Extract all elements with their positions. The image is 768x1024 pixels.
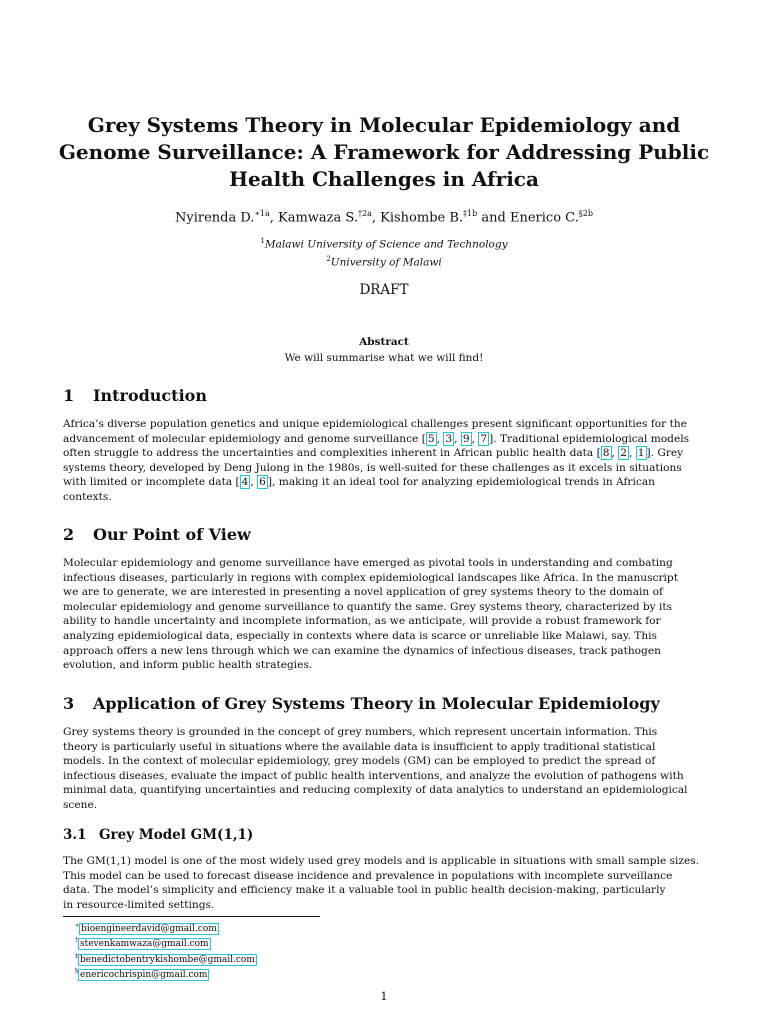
section-paragraph: [63, 556, 706, 673]
footnote-rule: [63, 916, 320, 917]
email-link[interactable]: stevenkamwaza@gmail.com: [80, 939, 209, 950]
text-line: Africa’s diverse population genetics and unique epidemiological challenges present significant opportunities for the: [63, 418, 687, 430]
text-line: Molecular epidemiology and genome surveillance have emerged as pivotal tools in understanding and combating: [63, 557, 673, 569]
section-title: Our Point of View: [93, 525, 251, 544]
text-line: infectious diseases, evaluate the impact of public health interventions, and analyze the evolution of pathogens with: [63, 769, 684, 782]
text-line: we are to generate, we are interested in presenting a novel application of grey systems theory to the domain of: [63, 586, 663, 599]
author-marker: ‡1b: [463, 209, 478, 218]
footnote: [75, 935, 257, 950]
footnote-mark: ∗: [75, 922, 80, 929]
affiliations: [40, 234, 728, 269]
email-link[interactable]: benedictobentrykishombe@gmail.com: [80, 954, 255, 965]
text-line: advancement of molecular epidemiology and genome surveillance [ 5 , 3 , 9 , 7 ]. Traditional epidemiological models: [63, 432, 690, 445]
text-line: theory is particularly useful in situations where the available data is insufficient to apply traditional statistical: [63, 740, 656, 753]
title-line: Genome Surveillance: A Framework for Addressing Public: [58, 140, 710, 164]
text-line: in resource-limited settings.: [63, 898, 215, 911]
text-line: with limited or incomplete data [ 4 , 6 ], making it an ideal tool for analyzing epidemiological trends in African: [63, 476, 655, 489]
page-number: 1: [380, 990, 388, 1003]
citation-link[interactable]: 4: [241, 476, 249, 489]
section-number: 2: [63, 525, 75, 544]
text-line: The GM(1,1) model is one of the most widely used grey models and is applicable in situations with small sample sizes.: [63, 855, 700, 867]
text-line: scene.: [63, 798, 98, 811]
section-heading-introduction: [63, 386, 207, 405]
citation-link[interactable]: 7: [480, 432, 488, 445]
author-name: Enerico C.: [509, 210, 579, 226]
section-heading-our-point-of-view: [63, 525, 251, 544]
citation-link[interactable]: 1: [637, 447, 645, 460]
subsection-title: Grey Model GM(1,1): [99, 827, 254, 843]
text-line: This model can be used to forecast disease incidence and prevalence in populations with incomplete surveillance: [63, 869, 673, 882]
text-line: Grey systems theory is grounded in the concept of grey numbers, which represent uncertain information. This: [63, 726, 658, 738]
footnote-mark: ‡: [75, 952, 78, 960]
section-title: Introduction: [93, 386, 207, 405]
author-name: Kamwaza S.: [278, 210, 358, 226]
citation-link[interactable]: 2: [620, 447, 628, 460]
section-number: 3: [63, 694, 75, 713]
author-marker: §2b: [578, 209, 593, 218]
section-heading-application: [63, 694, 660, 713]
section-paragraph: [63, 417, 706, 505]
text-line: evolution, and inform public health strategies.: [63, 659, 313, 672]
text-line: models. In the context of molecular epidemiology, grey models (GM) can be employed to predict the spread of: [63, 755, 656, 768]
footnote: [75, 951, 257, 966]
affiliation: [40, 234, 728, 252]
author-name: Nyirenda D.: [174, 210, 255, 226]
text-line: ability to handle uncertainty and incomplete information, as we anticipate, will provide a robust framework for: [63, 615, 661, 628]
footnotes: [75, 920, 257, 982]
draft-label: DRAFT: [359, 282, 409, 298]
affiliation-name: Malawi University of Science and Technology: [264, 238, 508, 251]
citation-link[interactable]: 6: [259, 476, 266, 489]
text-line: molecular epidemiology and genome surveillance to quantify the same. Grey systems theory, characterized by its: [63, 600, 673, 613]
affiliation-name: University of Malawi: [330, 256, 442, 268]
text-line: systems theory, developed by Deng Julong in the 1980s, is well-suited for these challenges as it excels in situations: [63, 461, 682, 474]
citation-link[interactable]: 8: [602, 447, 610, 460]
text-line: data. The model’s simplicity and efficiency make it a valuable tool in public health decision-making, particularly: [63, 884, 666, 897]
affiliation-number: 1: [260, 237, 265, 245]
footnote: [75, 920, 257, 935]
author-joiner: and: [481, 210, 506, 226]
author-marker: ∗1a: [254, 209, 270, 218]
title-line: Grey Systems Theory in Molecular Epidemiology and: [87, 113, 681, 137]
author-list: Nyirenda D.$^{∗1a}$, Kamwaza S.$^{\dagger 2a}$, Kishombe B.$^{\ddagger 1b}$ and Enerico C.$^{\S 2b}$: [174, 209, 593, 226]
text-line: approach offers a new lens through which we can examine the dynamics of infectious diseases, track pathogen: [63, 644, 661, 657]
abstract-heading: Abstract: [359, 336, 409, 348]
citation-link[interactable]: 9: [462, 432, 470, 445]
subsection-heading-gm11: [63, 827, 253, 843]
text-line: analyzing epidemiological data, especially in contexts where data is scarce or unreliable like Malawi, say. This: [63, 629, 657, 642]
section-paragraph: [63, 725, 706, 813]
footnote-mark: †: [75, 937, 78, 945]
footnote: [75, 966, 257, 981]
text-line: often struggle to address the uncertainties and complexities inherent in African public health data [ 8 , 2 , 1 ]. Grey: [63, 447, 684, 460]
section-number: 1: [63, 386, 75, 405]
author-name: Kishombe B.: [380, 210, 464, 226]
email-link[interactable]: bioengineerdavid@gmail.com: [81, 924, 217, 934]
section-paragraph: [63, 854, 706, 912]
abstract-text: We will summarise what we will find!: [284, 352, 484, 364]
section-title: Application of Grey Systems Theory in Molecular Epidemiology: [93, 694, 660, 713]
affiliation-number: 2: [326, 254, 331, 263]
title-line: Health Challenges in Africa: [229, 167, 539, 191]
footnote-mark: §: [75, 968, 78, 976]
email-link[interactable]: enericochrispin@gmail.com: [80, 970, 208, 981]
text-line: infectious diseases, particularly in regions with complex epidemiological landscapes like Africa. In the manuscript: [63, 571, 678, 584]
paper-title: [40, 112, 728, 193]
author-marker: †2a: [358, 209, 372, 218]
citation-link[interactable]: 3: [445, 432, 453, 445]
subsection-number: 3.1: [63, 827, 87, 843]
text-line: contexts.: [63, 490, 112, 503]
citation-link[interactable]: 5: [427, 432, 435, 445]
affiliation: [40, 252, 728, 270]
text-line: minimal data, quantifying uncertainties and reducing complexity of data analytics to understand an epidemiological: [63, 784, 688, 797]
